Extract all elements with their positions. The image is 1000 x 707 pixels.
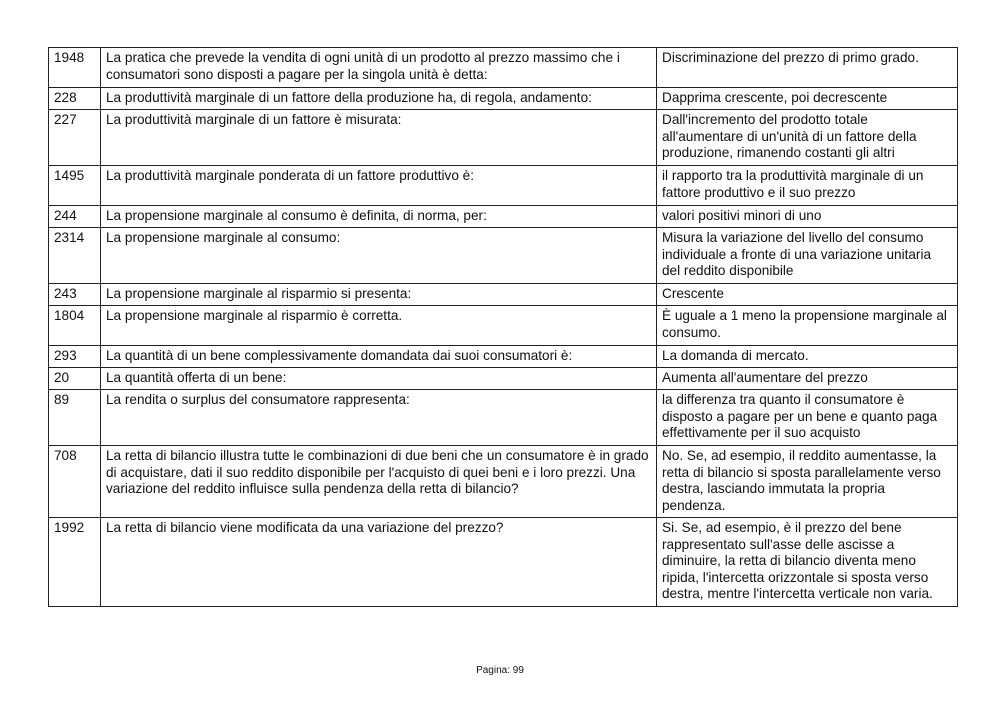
row-answer: Aumenta all'aumentare del prezzo	[657, 368, 958, 390]
qa-table-body	[49, 48, 958, 607]
row-question: La quantità offerta di un bene:	[101, 368, 657, 390]
table-row	[49, 446, 958, 518]
row-id: 708	[49, 446, 101, 518]
row-id: 244	[49, 206, 101, 228]
row-answer: La domanda di mercato.	[657, 346, 958, 368]
table-row	[49, 88, 958, 110]
row-id: 1804	[49, 306, 101, 346]
row-id: 293	[49, 346, 101, 368]
row-question: La propensione marginale al risparmio è corretta.	[101, 306, 657, 346]
table-row	[49, 306, 958, 346]
row-question: La produttività marginale di un fattore della produzione ha, di regola, andamento:	[101, 88, 657, 110]
page-number: Pagina: 99	[476, 665, 524, 676]
row-id: 1495	[49, 166, 101, 206]
row-answer: la differenza tra quanto il consumatore è disposto a pagare per un bene e quanto paga effettivamente per il suo acquisto	[657, 390, 958, 446]
row-answer: Dapprima crescente, poi decrescente	[657, 88, 958, 110]
table-row	[49, 390, 958, 446]
row-id: 243	[49, 284, 101, 306]
row-answer: No. Se, ad esempio, il reddito aumentasse, la retta di bilancio si sposta parallelamente verso destra, lasciando immutata la propria pendenza.	[657, 446, 958, 518]
row-id: 1992	[49, 518, 101, 607]
row-question: La retta di bilancio viene modificata da una variazione del prezzo?	[101, 518, 657, 607]
row-id: 1948	[49, 48, 101, 88]
row-question: La pratica che prevede la vendita di ogni unità di un prodotto al prezzo massimo che i consumatori sono disposti a pagare per la singola unità è detta:	[101, 48, 657, 88]
row-answer: Dall'incremento del prodotto totale all'aumentare di un'unità di un fattore della produzione, rimanendo costanti gli altri	[657, 110, 958, 166]
qa-table	[48, 47, 958, 607]
table-row	[49, 284, 958, 306]
row-question: La produttività marginale di un fattore è misurata:	[101, 110, 657, 166]
row-answer: È uguale a 1 meno la propensione marginale al consumo.	[657, 306, 958, 346]
row-answer: Misura la variazione del livello del consumo individuale a fronte di una variazione unitaria del reddito disponibile	[657, 228, 958, 284]
row-question: La produttività marginale ponderata di un fattore produttivo è:	[101, 166, 657, 206]
row-answer: Crescente	[657, 284, 958, 306]
table-row	[49, 346, 958, 368]
table-row	[49, 206, 958, 228]
row-answer: il rapporto tra la produttività marginale di un fattore produttivo e il suo prezzo	[657, 166, 958, 206]
row-question: La quantità di un bene complessivamente domandata dai suoi consumatori è:	[101, 346, 657, 368]
table-row	[49, 368, 958, 390]
row-id: 20	[49, 368, 101, 390]
row-question: La propensione marginale al consumo:	[101, 228, 657, 284]
row-id: 228	[49, 88, 101, 110]
row-id: 89	[49, 390, 101, 446]
row-question: La rendita o surplus del consumatore rappresenta:	[101, 390, 657, 446]
row-question: La propensione marginale al consumo è definita, di norma, per:	[101, 206, 657, 228]
row-answer: Discriminazione del prezzo di primo grado.	[657, 48, 958, 88]
row-question: La propensione marginale al risparmio si presenta:	[101, 284, 657, 306]
table-row	[49, 110, 958, 166]
row-answer: valori positivi minori di uno	[657, 206, 958, 228]
row-answer: Si. Se, ad esempio, è il prezzo del bene rappresentato sull'asse delle ascisse a diminuire, la retta di bilancio diventa meno ripida, l'intercetta orizzontale si sposta verso destra, mentre l'intercetta verticale non varia.	[657, 518, 958, 607]
row-question: La retta di bilancio illustra tutte le combinazioni di due beni che un consumatore è in grado di acquistare, dati il suo reddito disponibile per l'acquisto di quei beni e i loro prezzi. Una variazione del reddito influisce sulla pendenza della retta di bilancio?	[101, 446, 657, 518]
table-row	[49, 48, 958, 88]
table-row	[49, 228, 958, 284]
table-row	[49, 518, 958, 607]
table-row	[49, 166, 958, 206]
row-id: 2314	[49, 228, 101, 284]
row-id: 227	[49, 110, 101, 166]
